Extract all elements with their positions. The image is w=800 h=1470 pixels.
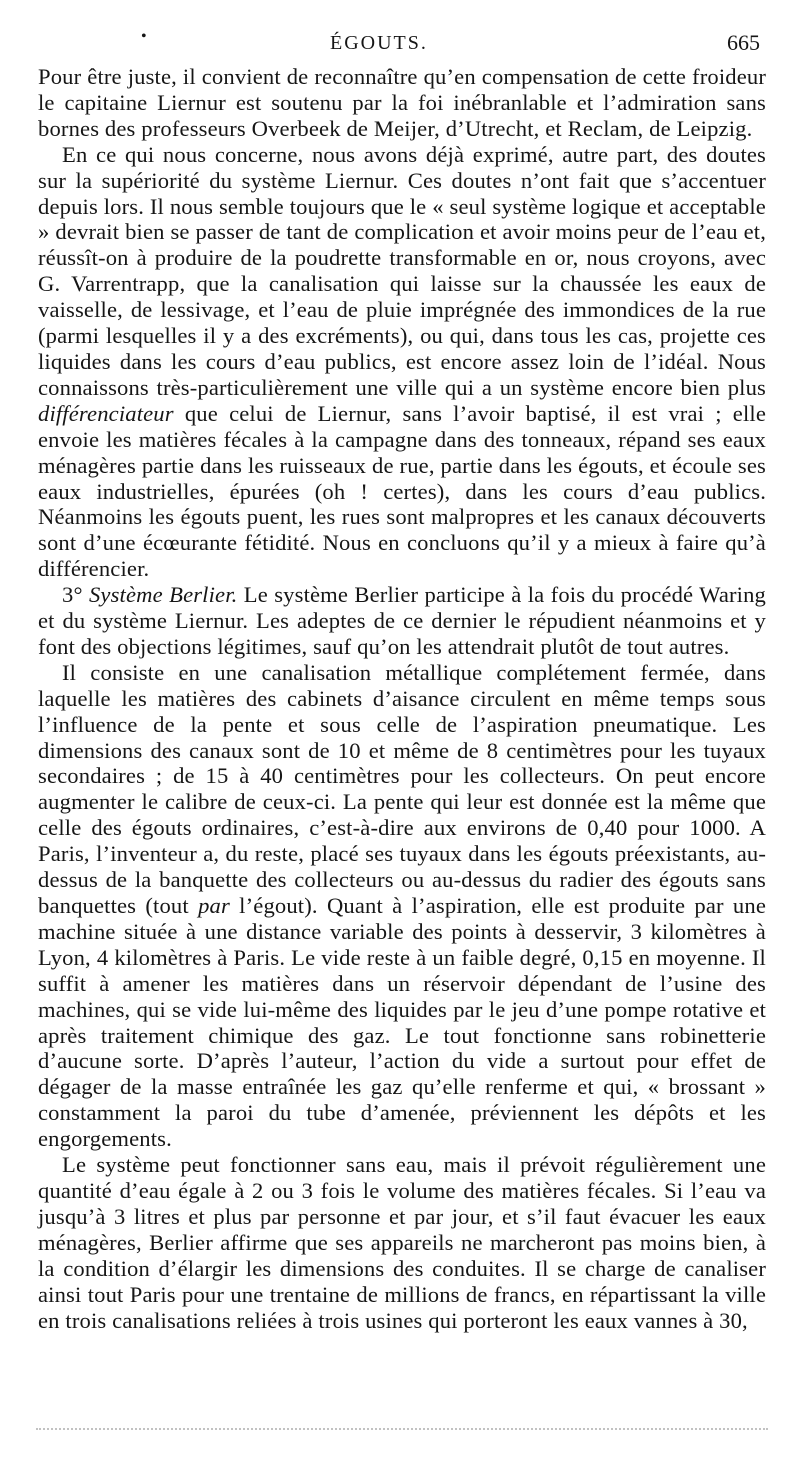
header-mark: • [141, 28, 147, 45]
paragraph-4-text-a: Il consiste en une canalisation métallique complétement fermée, dans laquelle les matières des cabinets d’aisance circulent en même temps sous l’influence de la pente et sous celle de l’aspiration pneumatique. Les dimensions des canaux sont de 10 et même de 8 centimètres pour les tuyaux secondaires ; de 15 à 40 centimètres pour les collecteurs. On peut encore augmenter le calibre de ceux-ci. La pente qui leur est donnée est la même que celle des égouts ordinaires, c’est-à-dire aux environs de 0,40 pour 1000. A Paris, l’inventeur a, du reste, placé ses tuyaux dans les égouts préexistants, au-dessus de la banquette des collecteurs ou au-dessus du radier des égouts sans banquettes (tout [38, 659, 766, 918]
paragraph-4 [38, 660, 766, 1152]
paragraph-2 [38, 142, 766, 582]
body-text [38, 64, 766, 1333]
running-title: ÉGOUTS. [330, 32, 428, 54]
section-heading: Système Berlier. [88, 582, 238, 608]
paragraph-1-text: Pour être juste, il convient de reconnaître qu’en compensation de cette froideur le capitaine Liernur est soutenu par la foi inébranlable et l’admiration sans bornes des professeurs Overbeek de Meijer, d’Utrecht, et Reclam, de Leipzig. [38, 64, 766, 141]
running-header [0, 30, 800, 60]
paragraph-5-text: Le système peut fonctionner sans eau, mais il prévoit régulièrement une quantité d’eau égale à 2 ou 3 fois le volume des matières fécales. Si l’eau va jusqu’à 3 litres et plus par personne et par jour, et s’il faut évacuer les eaux ménagères, Berlier affirme que ses appareils ne marcheront pas moins bien, à la condition d’élargir les dimensions des conduites. Il se charge de canaliser ainsi tout Paris pour une trentaine de millions de francs, en répartissant la ville en trois canalisations reliées à trois usines qui porteront les eaux vannes à 30, [38, 1152, 766, 1333]
paragraph-3 [38, 582, 766, 660]
paragraph-4-italic-term: par [198, 893, 230, 918]
section-number: 3° [62, 582, 89, 608]
paragraph-1 [38, 64, 766, 142]
paragraph-5 [38, 1152, 766, 1333]
paragraph-3-text: Le système Berlier participe à la fois du procédé Waring et du système Liernur. Les adeptes de ce dernier le répudient néanmoins et y font des objections légitimes, sauf qu’on les attendrait plutôt de tout autres. [38, 582, 766, 659]
paragraph-2-text-b: que celui de Liernur, sans l’avoir baptisé, il est vrai ; elle envoie les matières fécales à la campagne dans des tonneaux, répand ses eaux ménagères partie dans les ruisseaux de rue, partie dans les égouts, et écoule ses eaux industrielles, épurées (oh ! certes), dans les cours d’eau publics. Néanmoins les égouts puent, les rues sont malpropres et les canaux découverts sont d’une écœurante fétidité. Nous en concluons qu’il y a mieux à faire qu’à différencier. [38, 400, 766, 582]
paragraph-4-text-b: l’égout). Quant à l’aspiration, elle est produite par une machine située à une distance variable des points à desservir, 3 kilomètres à Lyon, 4 kilomètres à Paris. Le vide reste à un faible degré, 0,15 en moyenne. Il suffit à amener les matières dans un réservoir dépendant de l’usine des machines, qui se vide lui-même des liquides par le jeu d’une pompe rotative et après traitement chimique des gaz. Le tout fonctionne sans robinetterie d’aucune sorte. D’après l’auteur, l’action du vide a surtout pour effet de dégager de la masse entraînée les gaz qu’elle renferme et qui, « brossant » constamment la paroi du tube d’amenée, préviennent les dépôts et les engorgements. [38, 893, 767, 1152]
paragraph-2-text-a: En ce qui nous concerne, nous avons déjà exprimé, autre part, des doutes sur la supériorité du système Liernur. Ces doutes n’ont fait que s’accentuer depuis lors. Il nous semble toujours que le « seul système logique et acceptable » devrait bien se passer de tant de complication et avoir moins peur de l’eau et, réussît-on à produire de la poudrette transformable en or, nous croyons, avec G. Varrentrapp, que la canalisation qui laisse sur la chaussée les eaux de vaisselle, de lessivage, et l’eau de pluie imprégnée des immondices de la rue (parmi lesquelles il y a des excréments), ou qui, dans tous les cas, projette ces liquides dans les cours d’eau publics, est encore assez loin de l’idéal. Nous connaissons très-particulièrement une ville qui a un système encore bien plus [38, 141, 766, 400]
page-number: 665 [727, 30, 760, 55]
scan-footer-rule [36, 1428, 768, 1430]
paragraph-2-italic-term: différenciateur [38, 400, 174, 426]
